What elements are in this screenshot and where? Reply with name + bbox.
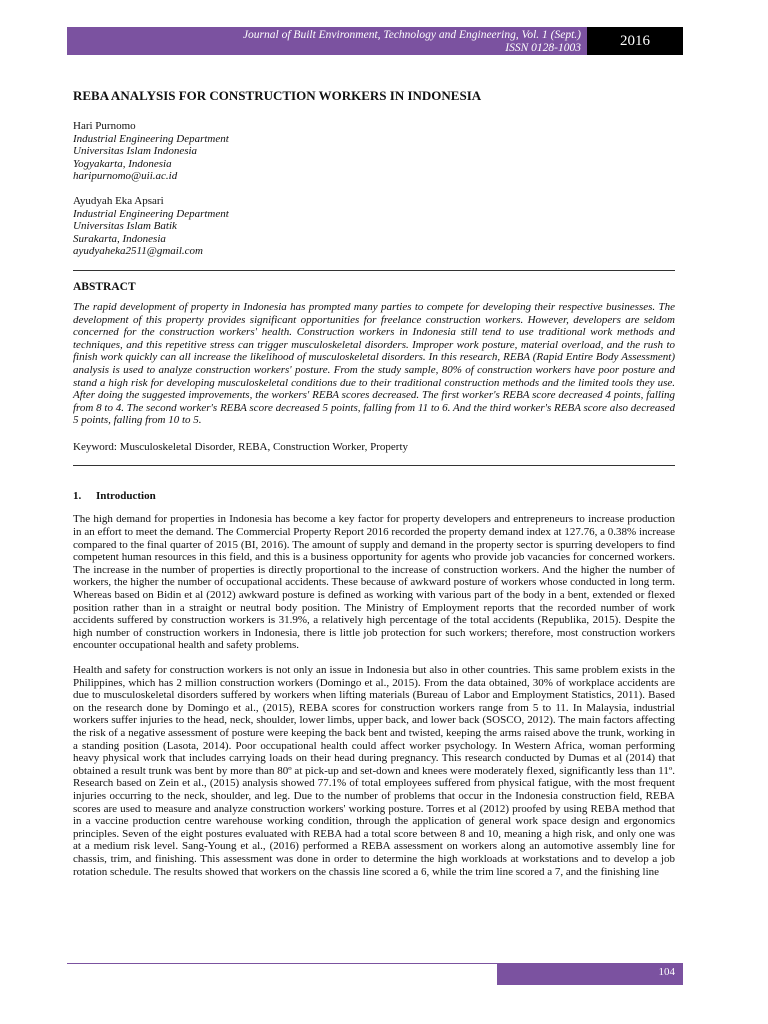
section-divider — [73, 270, 675, 271]
paper-body — [73, 88, 675, 890]
author-institution: Universitas Islam Indonesia — [73, 145, 198, 158]
journal-issn: ISSN 0128-1003 — [505, 42, 581, 54]
author-name: Ayudyah Eka Apsari — [73, 194, 164, 207]
author-name: Hari Purnomo — [73, 120, 136, 132]
author-department: Industrial Engineering Department — [73, 132, 229, 145]
section-divider — [73, 465, 675, 466]
abstract-heading: ABSTRACT — [73, 280, 136, 293]
intro-paragraph-1: The high demand for properties in Indonesia has become a key factor for property developers and entrepreneurs to increase production in an effort to meet the demand. The Commercial Property Report 2016 recorded the property demand index at 127.76, a 0.38% increase compared to the final quarter of 2015 (BI, 2016). The amount of supply and demand in the property sector is spurring developers to find competent human resources in this field, and this is a business opportunity for agents who provide job vacancies for concerned workers. The increase in the number of properties is directly proportional to the increase of construction workers. And the higher the number of workers, the higher the number of occupational accidents. These because of awkward posture of workers whose conducted in long term. Whereas based on Bidin et al (2012) awkward posture is defined as working with various part of the body in a bent, extended or flexed position rather than in a straight or neutral body position. The Ministry of Employment reports that the recorded number of work accidents suffered by construction workers is 31.9%, a relatively high percentage of the total accidents (Republika, 2015). Despite the high number of construction workers in Indonesia, there is little job protection for such workers; therefore, most construction workers encounter occupational health and safety problems. — [73, 513, 675, 652]
keywords: Keyword: Musculoskeletal Disorder, REBA, Construction Worker, Property — [73, 440, 409, 453]
author-email: ayudyaheka2511@gmail.com — [73, 245, 203, 258]
publication-year: 2016 — [587, 27, 683, 55]
section-number: 1. — [73, 490, 82, 503]
paper-title: REBA ANALYSIS FOR CONSTRUCTION WORKERS IN INDONESIA — [73, 88, 482, 103]
author-block-2 — [73, 195, 675, 258]
page-number: 104 — [497, 963, 683, 985]
author-email: haripurnomo@uii.ac.id — [73, 170, 178, 183]
author-department: Industrial Engineering Department — [73, 207, 229, 220]
abstract-text: The rapid development of property in Indonesia has prompted many parties to compete for developing their respective businesses. The development of this property provides significant opportunities for freelance construction workers. However, developers are seldom concerned for the construction workers' health. Construction workers in Indonesia still tend to use traditional work methods and techniques, and this repetitive stress can trigger musculoskeletal disorders. Improper work posture, material overload, and the rush to finish work quickly can all increase the likelihood of musculoskeletal disorders. In this research, REBA (Rapid Entire Body Assessment) analysis is used to analyze construction workers' posture. From the study sample, 80% of construction workers have poor posture and stand a high risk for developing musculoskeletal conditions due to their traditional construction methods and the limited tools they use. After doing the suggested improvements, the workers' REBA scores decreased. The first worker's REBA score decreased 4 points, falling from 8 to 4. The second worker's REBA score decreased 5 points, falling from 11 to 6. And the third worker's REBA score also decreased 5 points, falling from 10 to 5. — [73, 300, 675, 427]
author-location: Yogyakarta, Indonesia — [73, 157, 172, 170]
journal-header-band — [67, 27, 587, 55]
author-block-1 — [73, 120, 675, 183]
section-title: Introduction — [96, 490, 156, 503]
journal-name: Journal of Built Environment, Technology and Engineering, Vol. 1 (Sept.) — [242, 29, 581, 41]
author-location: Surakarta, Indonesia — [73, 232, 166, 245]
author-institution: Universitas Islam Batik — [73, 220, 177, 233]
section-heading-introduction — [73, 490, 675, 502]
intro-paragraph-2: Health and safety for construction workers is not only an issue in Indonesia but also in other countries. This same problem exists in the Philippines, which has 2 million construction workers (Domingo et al., 2015). From the data obtained, 30% of workplace accidents are due to musculoskeletal disorders suffered by workers when lifting materials (Bureau of Labor and Employment Statistics, 2011). Based on the research done by Domingo et al., (2015), REBA scores for construction workers range from 5 to 11. In Malaysia, industrial workers suffer injuries to the head, neck, shoulder, lower limbs, upper back, and lower back (SOSCO, 2012). The main factors affecting the risk of a negative assessment of posture were keeping the back bent and twisted, keeping the arms raised above the trunk, working in a standing position (Lasota, 2014). Poor occupational health could affect worker psychology. In Western Africa, woman performing heavy physical work that includes carrying loads on their head during pregnancy. This research conducted by Dumas et al (2014) that obtained a result trunk was bent by more than 80º at pick-up and set-down and knees were moderately flexed, significantly less than 11º. Research based on Zein et al., (2015) analysis showed 77.1% of total employees suffered from physical fatigue, with the most frequent injuries occurring to the neck, shoulder, and leg. Due to the number of problems that occur in the Indonesia construction field, REBA scores are used to measure and analyze construction workers' working posture. Torres et al (2012) proofed by using REBA method that in a vaccine production centre warehouse working condition, through the application of general work space design and ergonomics principles. Seven of the eight postures evaluated with REBA had a total score between 8 and 10, meaning a high risk, and only one was at a medium risk level. Sang-Young et al., (2016) performed a REBA assessment on workers along an automotive assembly line for chassis, trim, and finishing. This assessment was done in order to determine the high workloads at workstations and to develop a job rotation schedule. The results showed that workers on the chassis line scored a 6, while the trim line scored a 7, and the finishing line — [73, 664, 675, 878]
